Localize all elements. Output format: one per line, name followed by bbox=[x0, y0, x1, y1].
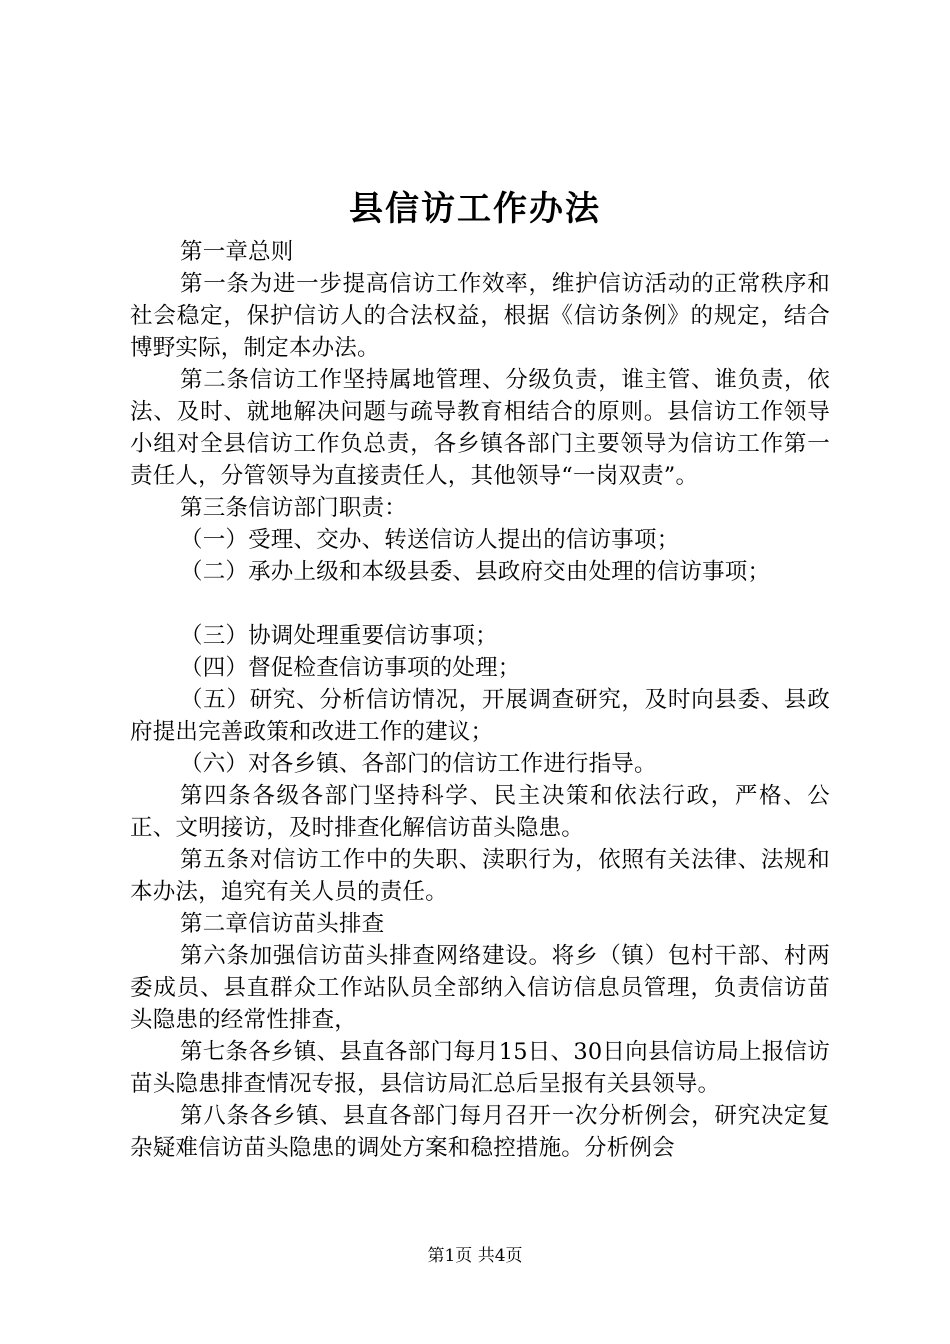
paragraph-gap bbox=[130, 588, 830, 620]
chapter-heading: 第一章总则 bbox=[180, 239, 294, 265]
document-title: 县信访工作办法 bbox=[349, 189, 601, 229]
list-item: （四）督促检查信访事项的处理； bbox=[180, 655, 521, 681]
chapter-heading: 第二章信访苗头排查 bbox=[180, 911, 385, 937]
article-paragraph: 第四条各级各部门坚持科学、民主决策和依法行政，严格、公正、文明接访，及时排查化解信访苗头隐患。 bbox=[130, 783, 830, 841]
article-paragraph: 第二条信访工作坚持属地管理、分级负责，谁主管、谁负责，依法、及时、就地解决问题与疏导教育相结合的原则。县信访工作领导小组对全县信访工作负总责，各乡镇各部门主要领导为信访工作第一责任人，分管领导为直接责任人，其他领导“一岗双责”。 bbox=[130, 367, 830, 489]
article-paragraph: 第三条信访部门职责： bbox=[180, 495, 408, 521]
article-paragraph: 第七条各乡镇、县直各部门每月15日、30日向县信访局上报信访苗头隐患排查情况专报，县信访局汇总后呈报有关县领导。 bbox=[130, 1039, 830, 1097]
document-body bbox=[130, 236, 830, 1164]
list-item: （三）协调处理重要信访事项； bbox=[180, 623, 498, 649]
list-item: （二）承办上级和本级县委、县政府交由处理的信访事项； bbox=[180, 559, 771, 585]
article-paragraph: 第八条各乡镇、县直各部门每月召开一次分析例会，研究决定复杂疑难信访苗头隐患的调处方案和稳控措施。分析例会 bbox=[130, 1103, 830, 1161]
article-paragraph: 第五条对信访工作中的失职、渎职行为，依照有关法律、法规和本办法，追究有关人员的责任。 bbox=[130, 847, 830, 905]
list-item: （六）对各乡镇、各部门的信访工作进行指导。 bbox=[180, 751, 657, 777]
list-item: （一）受理、交办、转送信访人提出的信访事项； bbox=[180, 527, 680, 553]
article-paragraph: 第一条为进一步提高信访工作效率，维护信访活动的正常秩序和社会稳定，保护信访人的合法权益，根据《信访条例》的规定，结合博野实际，制定本办法。 bbox=[130, 271, 830, 361]
article-paragraph: 第六条加强信访苗头排查网络建设。将乡（镇）包村干部、村两委成员、县直群众工作站队员全部纳入信访信息员管理，负责信访苗头隐患的经常性排查， bbox=[130, 943, 830, 1033]
list-item: （五）研究、分析信访情况，开展调查研究，及时向县委、县政府提出完善政策和改进工作的建议； bbox=[130, 687, 830, 745]
page-number-footer: 第1页 共4页 bbox=[427, 1246, 523, 1266]
